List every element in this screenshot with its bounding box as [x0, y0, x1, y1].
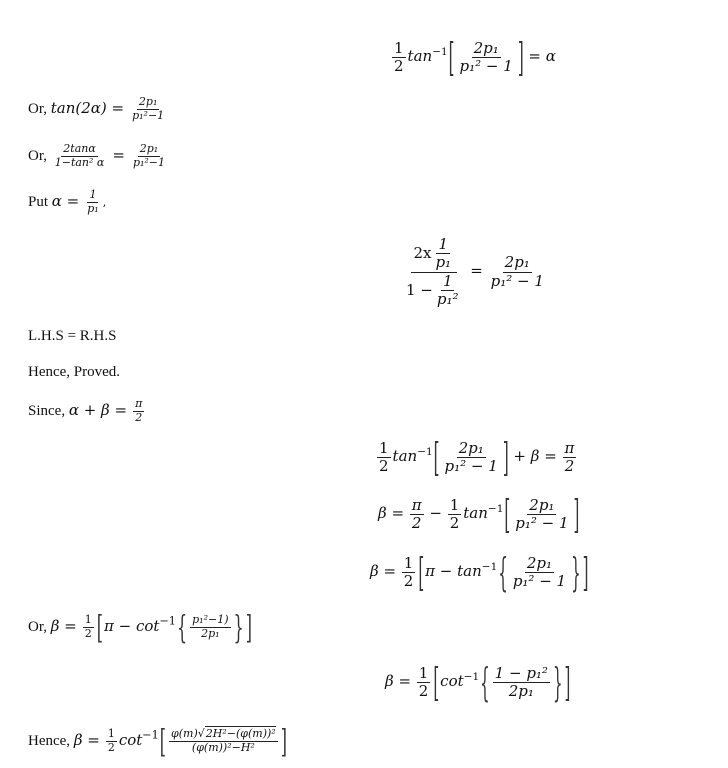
- equation-3: $\frac{1}{2}$ $\tan^{-1}$[ $\frac{\text{2p₁}}{\text{p₁² − 1}}$ ] + β = $\frac{\pi}{2}$: [379, 434, 575, 482]
- line-put-alpha: Put α = $\frac{1}{\text{p₁}}$ ,: [28, 188, 107, 215]
- line-hence-beta: Hence, β = $\frac{1}{2}$ $\cot^{-1}$[ $\frac{\text{φ(m)√2H²−(φ(m))²}}{\text{(φ(m))²−H²}}$ ]: [28, 722, 287, 761]
- line-or-tan2a: Or, tan(2α) = $\frac{\text{2p₁}}{\text{p₁²−1}}$: [28, 95, 165, 122]
- equation-4: β = $\frac{\pi}{2}$ − $\frac{1}{2}$ $\tan^{-1}$[ $\frac{\text{2p₁}}{\text{p₁² − 1}}$ ]: [378, 491, 580, 539]
- lhs-equals-rhs: L.H.S = R.H.S: [28, 328, 117, 344]
- line-or-beta-cot: Or, β = $\frac{1}{2}$ [$\pi - \cot^{-1}${ $\frac{\text{p₁²−1)}}{\text{2p₁}}$ } ]: [28, 608, 252, 647]
- line-or-tan-identity: Or, $\frac{2\tan\alpha}{\text{1−tan² α}}$ = $\frac{\text{2p₁}}{\text{p₁²−1}}$: [28, 142, 166, 169]
- equation-1: $\frac{1}{2}$ $\tan^{-1}$[ $\frac{\text{2p₁}}{\text{p₁² − 1}}$ ] = α: [394, 34, 556, 82]
- equation-5: β = $\frac{1}{2}$ [$\pi - \tan^{-1}${ $\frac{\text{2p₁}}{\text{p₁² − 1}}$ } ]: [370, 549, 589, 597]
- line-since: Since, α + β = $\frac{\pi}{2}$: [28, 397, 143, 424]
- equation-2: 2x $\frac{1}{\text{p₁}}$ 1 − $\frac{1}{\text{p₁²}}$ = $\frac{\text{2p₁}}{\text{p₁² − 1}}$: [406, 235, 544, 308]
- hence-proved: Hence, Proved.: [28, 364, 121, 380]
- equation-6: β = $\frac{1}{2}$ [$\cot^{-1}${ $\frac{\text{1 − p₁²}}{\text{2p₁}}$ } ]: [385, 659, 571, 707]
